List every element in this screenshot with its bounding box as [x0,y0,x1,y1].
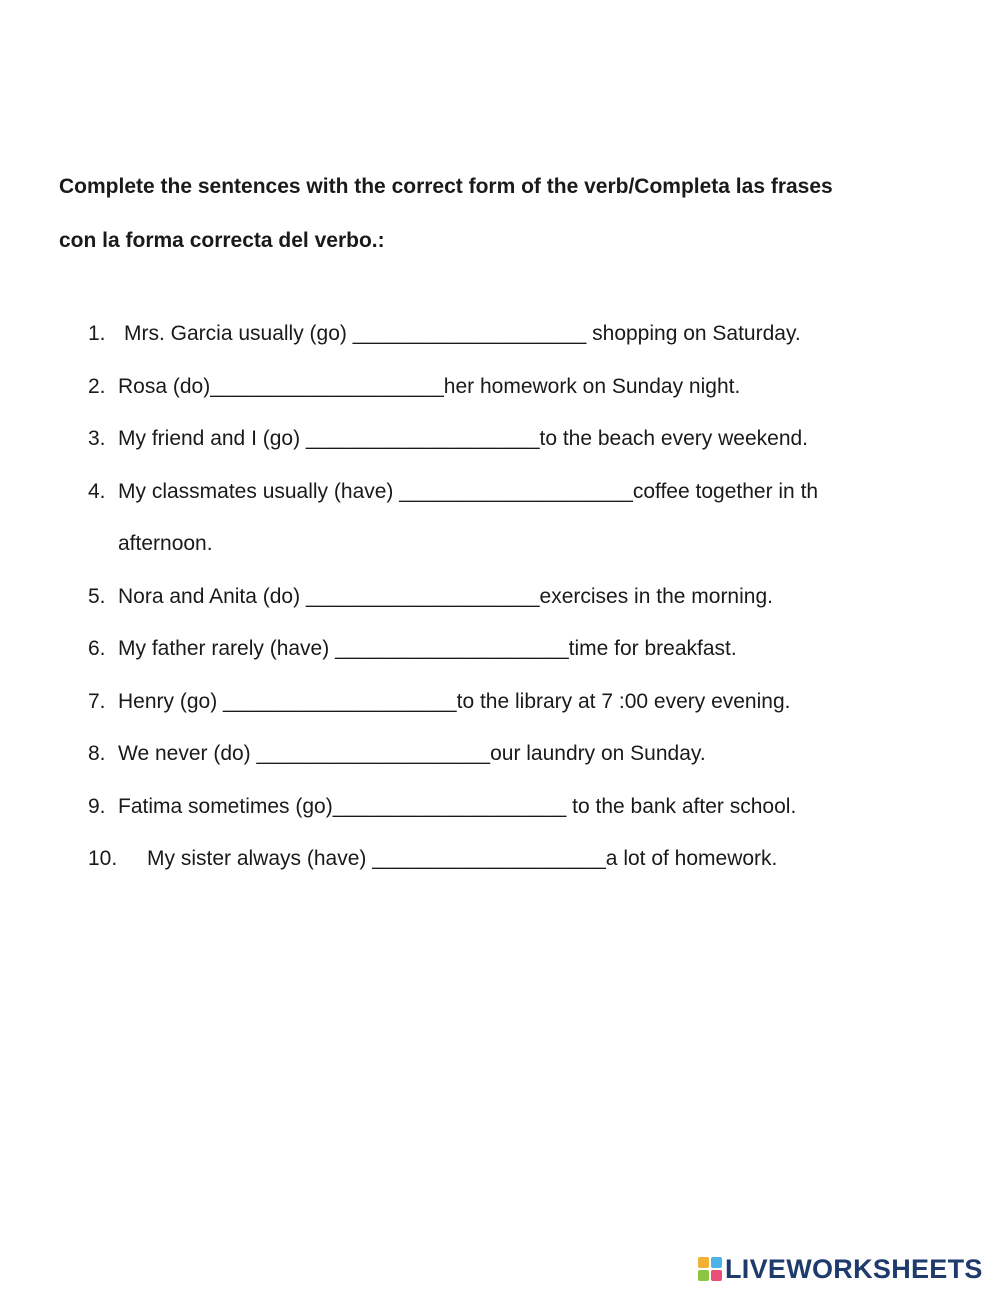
item-sentence: Nora and Anita (do) ____________________exercises in the morning. [118,584,773,608]
exercise-item-4 [0,466,1000,519]
item-number: 9. [88,794,106,818]
item-number: 5. [88,584,106,608]
logo-tile [711,1270,722,1281]
item-number: 6. [88,637,106,660]
item-sentence: My friend and I (go) ____________________to the beach every weekend. [118,427,809,450]
item-number: 10. [88,847,118,870]
item-sentence: We never (do) ____________________our laundry on Sunday. [118,742,706,765]
item-number: 4. [88,479,106,503]
exercise-item-1 [0,308,1000,361]
exercise-list [0,308,1000,886]
instructions-line-1: Complete the sentences with the correct form of the verb/Completa las frases [59,175,833,198]
logo-tile [711,1257,722,1268]
logo-text: LIVEWORKSHEETS [725,1254,983,1284]
exercise-item-2 [0,361,1000,414]
item-sentence: Henry (go) ____________________to the library at 7 :00 every evening. [118,689,791,713]
item-sentence: My father rarely (have) ____________________time for breakfast. [118,637,737,660]
logo-mark-icon [698,1257,722,1281]
exercise-item-5 [0,571,1000,624]
item-number: 3. [88,427,106,450]
logo-tile [698,1257,709,1268]
exercise-item-7 [0,676,1000,729]
item-number: 2. [88,374,106,398]
item-sentence: My sister always (have) ____________________a lot of homework. [147,847,778,870]
exercise-item-10 [0,833,1000,886]
item-sentence: Rosa (do)____________________her homework on Sunday night. [118,374,741,398]
item-sentence: My classmates usually (have) ____________________coffee together in th [118,479,819,503]
exercise-item-9 [0,781,1000,834]
item-sentence: Fatima sometimes (go)____________________ to the bank after school. [118,794,797,818]
exercise-item-3 [0,413,1000,466]
item-number: 8. [88,742,106,765]
item-sentence: Mrs. Garcia usually (go) ____________________ shopping on Saturday. [124,322,801,345]
instructions-heading [59,160,959,268]
exercise-item-4-continued [0,518,1000,571]
exercise-item-6 [0,623,1000,676]
instructions-line-2: con la forma correcta del verbo.: [59,229,385,252]
exercise-item-8 [0,728,1000,781]
logo-tile [698,1270,709,1281]
liveworksheets-logo [698,1254,983,1284]
item-number: 7. [88,689,106,713]
item-number: 1. [88,322,106,345]
item-sentence-continued: afternoon. [118,532,213,555]
